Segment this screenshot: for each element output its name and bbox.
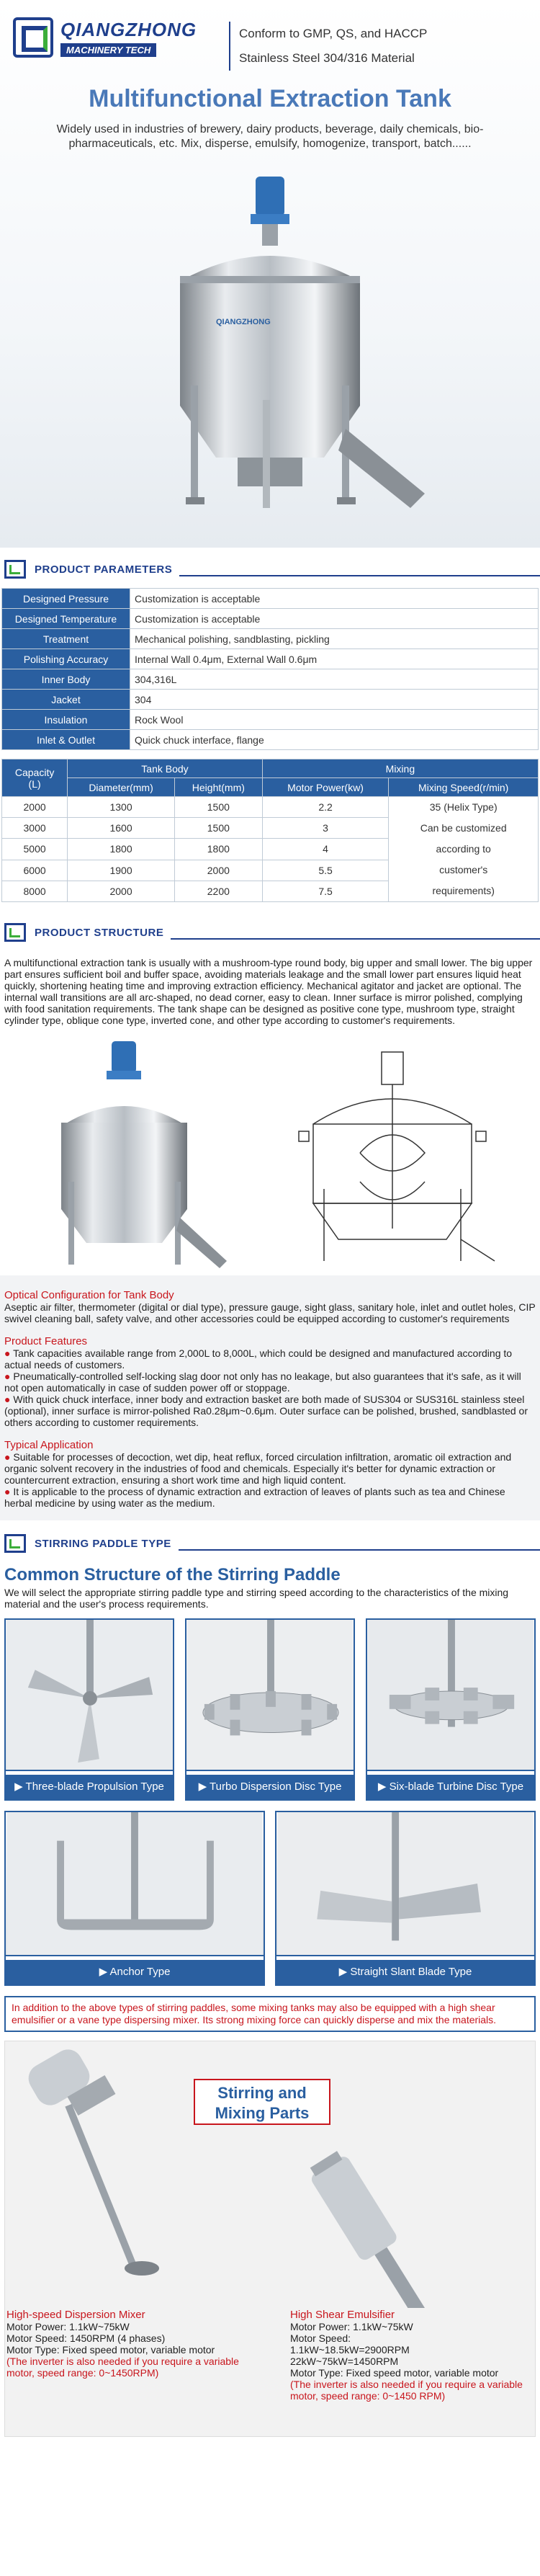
shear-emulsifier-heading: High Shear Emulsifier [290, 2309, 395, 2321]
optical-config-text: Aseptic air filter, thermometer (digital or dial type), pressure gauge, sight glass, sanitary hole, inlet and outlet holes, CIP swivel cleaning ball, safety valve, and other accessories could be equipped according to customer's requirements [4, 1301, 536, 1324]
slant-blade-image [276, 1812, 534, 1956]
feature-item: ● Tank capacities available range from 2,000L to 8,000L, which could be designed and manufactured according to actual needs of customers. [4, 1347, 513, 1371]
section-divider [179, 1549, 540, 1551]
height-header: Height(mm) [174, 778, 262, 797]
capacity-table [1, 759, 539, 902]
structure-section-header [0, 918, 540, 947]
spec-line: Motor Power: 1.1kW~75kW [290, 2321, 413, 2332]
logo-subtitle: MACHINERY TECH [60, 43, 156, 57]
parameters-table [1, 588, 539, 750]
height-cell: 1800 [174, 839, 262, 860]
three-blade-propeller-image [6, 1620, 173, 1771]
parameter-key: Insulation [2, 710, 130, 730]
paddle-caption: ▶ Three-blade Propulsion Type [6, 1775, 173, 1799]
hero-section [0, 0, 540, 548]
triangle-icon: ▶ [338, 1966, 351, 1978]
dispersion-mixer-specs [6, 2309, 244, 2379]
parameter-row [2, 609, 539, 629]
parameter-value: 304,316L [130, 669, 539, 690]
shear-emulsifier-specs [290, 2309, 534, 2402]
page-subtitle: Widely used in industries of brewery, dairy products, beverage, daily chemicals, bio-pharmaceuticals, etc. Mix, disperse, emulsify, homogenize, transport, batch...... [56, 123, 484, 150]
capacity-row [2, 797, 539, 818]
section-icon [4, 560, 26, 579]
section-icon [4, 1534, 26, 1553]
paddle-card-six-blade[interactable] [366, 1618, 536, 1801]
capacity-cell: 5000 [2, 839, 68, 860]
parameter-row [2, 589, 539, 609]
dispersion-mixer-heading: High-speed Dispersion Mixer [6, 2309, 145, 2321]
dispersion-mixer-image [12, 2049, 185, 2301]
diameter-header: Diameter(mm) [68, 778, 175, 797]
height-cell: 1500 [174, 797, 262, 818]
inverter-note: (The inverter is also needed if you require a variable motor, speed range: 0~1450RPM) [6, 2356, 239, 2379]
parameter-row [2, 690, 539, 710]
speed-note-cell: 35 (Helix Type) Can be customized according to customer's requirements) [389, 797, 539, 902]
height-cell: 2000 [174, 860, 262, 881]
conform-line-1: Conform to GMP, QS, and HACCP [239, 27, 428, 40]
structure-images [0, 1038, 540, 1275]
spec-line: Motor Speed: [290, 2332, 351, 2344]
parameter-value: Quick chuck interface, flange [130, 730, 539, 750]
parameter-key: Treatment [2, 629, 130, 649]
parameter-row [2, 629, 539, 649]
section-label: STIRRING PADDLE TYPE [35, 1537, 171, 1550]
paddle-caption: ▶ Straight Slant Blade Type [276, 1960, 534, 1984]
parameter-key: Designed Temperature [2, 609, 130, 629]
parameter-value: Rock Wool [130, 710, 539, 730]
parameter-row [2, 669, 539, 690]
capacity-cell: 8000 [2, 881, 68, 901]
logo-name: QIANGZHONG [60, 18, 197, 40]
parameter-key: Jacket [2, 690, 130, 710]
tank-body-header: Tank Body [68, 759, 263, 778]
triangle-icon: ▶ [99, 1966, 110, 1978]
tank-photo [43, 1038, 230, 1275]
conform-line-2: Stainless Steel 304/316 Material [239, 51, 415, 65]
motor-cell: 7.5 [262, 881, 389, 901]
parameter-row [2, 730, 539, 750]
spec-line: Motor Type: Fixed speed motor, variable motor [6, 2344, 215, 2356]
capacity-cell: 2000 [2, 797, 68, 818]
triangle-icon: ▶ [14, 1781, 26, 1793]
paddle-row-1 [0, 1618, 540, 1801]
capacity-cell: 6000 [2, 860, 68, 881]
application-item: ● It is applicable to the process of dynamic extraction and extraction of leaves of plants such as tea and Chinese herbal medicine by using water as the medium. [4, 1486, 505, 1509]
parameter-value: Customization is acceptable [130, 589, 539, 609]
application-item: ● Suitable for processes of decoction, wet dip, heat reflux, forced circulation infiltration, aromatic oil extraction and organic solvent recovery in the industries of food and chemicals. Especially it's better for dynamic extraction or countercurrent extraction, ensuring a short work time and high liquid content. [4, 1451, 512, 1486]
parameter-key: Inlet & Outlet [2, 730, 130, 750]
hero-watermark: QIANGZHONG [216, 318, 271, 326]
six-blade-turbine-image [367, 1620, 534, 1771]
triangle-icon: ▶ [377, 1781, 390, 1793]
section-label: PRODUCT STRUCTURE [35, 926, 164, 939]
paddle-caption: ▶ Anchor Type [6, 1960, 264, 1984]
motor-cell: 4 [262, 839, 389, 860]
speed-header: Mixing Speed(r/min) [389, 778, 539, 797]
tank-drawing [284, 1045, 500, 1268]
motor-cell: 3 [262, 818, 389, 839]
diameter-cell: 1300 [68, 797, 175, 818]
motor-cell: 5.5 [262, 860, 389, 881]
paddle-section-header [0, 1529, 540, 1558]
capacity-header: Capacity (L) [2, 759, 68, 797]
paddle-row-2 [0, 1811, 540, 1986]
diameter-cell: 2000 [68, 881, 175, 901]
height-cell: 2200 [174, 881, 262, 901]
application-heading: Typical Application [4, 1439, 94, 1451]
paddle-card-three-blade[interactable] [4, 1618, 174, 1801]
paddle-card-anchor[interactable] [4, 1811, 265, 1986]
parameter-key: Designed Pressure [2, 589, 130, 609]
mixing-header: Mixing [262, 759, 538, 778]
inverter-note: (The inverter is also needed if you require a variable motor, speed range: 0~1450 RPM) [290, 2379, 523, 2402]
motor-cell: 2.2 [262, 797, 389, 818]
spec-line: Motor Power: 1.1kW~75kW [6, 2321, 130, 2332]
capacity-cell: 3000 [2, 818, 68, 839]
extraction-tank-image [108, 169, 439, 530]
feature-item: ● With quick chuck interface, inner body and extraction basket are both made of SUS304 or SUS316L stainless steel (optional), inner surface is mirror-polished Ra0.28μm~0.6μm. Outer surface can be polished, brushed, sandblasted or others according to customer requirements. [4, 1394, 528, 1428]
spec-line: 1.1kW~18.5kW=2900RPM [290, 2344, 410, 2356]
spec-line: Motor Type: Fixed speed motor, variable motor [290, 2367, 499, 2379]
paddle-description: We will select the appropriate stirring paddle type and stirring speed according to the characteristics of the mixing material and the user's process requirements. [4, 1587, 509, 1610]
logo-icon [13, 17, 53, 58]
optical-config-heading: Optical Configuration for Tank Body [4, 1289, 174, 1301]
conformity-note [229, 22, 427, 71]
diameter-cell: 1800 [68, 839, 175, 860]
paddle-card-turbo-disc[interactable] [185, 1618, 355, 1801]
mixing-parts-section [4, 2041, 536, 2437]
parameter-key: Inner Body [2, 669, 130, 690]
section-divider [171, 938, 540, 940]
spec-line: 22kW~75kW=1450RPM [290, 2356, 399, 2367]
structure-intro: A multifunctional extraction tank is usually with a mushroom-type round body, big upper and small lower. The big upper part ensures sufficient boil and buffer space, avoiding materials leakage and the small lower part ensures liquid heat quickly, shortening heating time and improving extraction efficiency. Mechanical agitator and jacket are optional. The internal wall transitions are all arc-shaped, no dead corner, easy to clean. Inner surface is mirror polished, complying with food sanitation requirements. The tank shape can be designed as positive cone type, mushroom type, straight cylinder type, oblique cone type, inverted cone, and other type according to customer's requirements. [4, 957, 533, 1026]
mixing-parts-title: Stirring and Mixing Parts [194, 2079, 330, 2125]
anchor-paddle-image [6, 1812, 264, 1956]
features-heading: Product Features [4, 1335, 88, 1347]
parameter-value: Internal Wall 0.4μm, External Wall 0.6μm [130, 649, 539, 669]
feature-item: ● Pneumatically-controlled self-locking slag door not only has no leakage, but also guarantees that it's safe, as it will not open automatically in case of sudden power off or stoppage. [4, 1371, 521, 1394]
parameter-value: Customization is acceptable [130, 609, 539, 629]
paddle-caption: ▶ Turbo Dispersion Disc Type [186, 1775, 354, 1799]
structure-details-panel [0, 1275, 540, 1520]
parameter-value: Mechanical polishing, sandblasting, pickling [130, 629, 539, 649]
paddle-card-slant-blade[interactable] [275, 1811, 536, 1986]
motor-header: Motor Power(kw) [262, 778, 389, 797]
parameter-value: 304 [130, 690, 539, 710]
section-label: PRODUCT PARAMETERS [35, 563, 173, 576]
section-divider [179, 575, 540, 576]
paddle-notice: In addition to the above types of stirring paddles, some mixing tanks may also be equipped with a high shear emulsifier or a vane type dispersing mixer. Its strong mixing force can quickly disperse and mix the materials. [4, 1996, 536, 2032]
parameter-row [2, 710, 539, 730]
triangle-icon: ▶ [198, 1781, 210, 1793]
page-title: Multifunctional Extraction Tank [89, 85, 451, 112]
parameter-row [2, 649, 539, 669]
diameter-cell: 1900 [68, 860, 175, 881]
spec-line: Motor Speed: 1450RPM (4 phases) [6, 2332, 166, 2344]
parameters-section-header [0, 555, 540, 584]
height-cell: 1500 [174, 818, 262, 839]
turbo-disc-image [186, 1620, 354, 1771]
paddle-caption: ▶ Six-blade Turbine Disc Type [367, 1775, 534, 1799]
diameter-cell: 1600 [68, 818, 175, 839]
parameter-key: Polishing Accuracy [2, 649, 130, 669]
paddle-title: Common Structure of the Stirring Paddle [4, 1565, 341, 1585]
section-icon [4, 923, 26, 942]
company-logo[interactable] [13, 17, 197, 58]
